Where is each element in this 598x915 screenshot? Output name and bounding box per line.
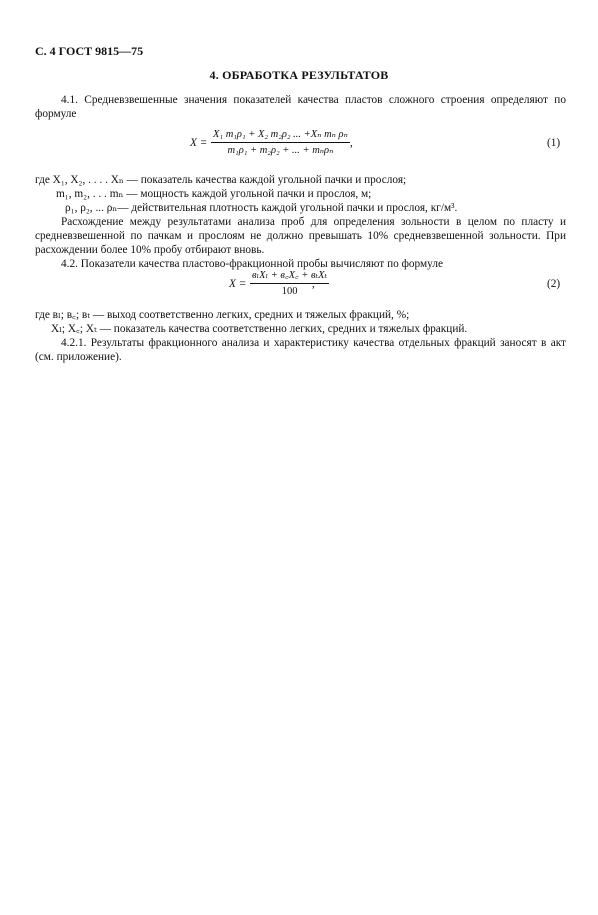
formula-1-fraction	[211, 128, 350, 158]
formula-2-numerator: вₗXₗ + в꜀X꜀ + вₜXₜ	[250, 269, 329, 284]
definition-m: m₁, m₂, . . . mₙ — мощность каждой угольной пачки и прослоя, м;	[56, 188, 372, 200]
formula-2-fraction	[250, 269, 329, 299]
section-title: 4. ОБРАБОТКА РЕЗУЛЬТАТОВ	[209, 68, 389, 82]
formula-1-comma: ,	[350, 137, 353, 149]
page-header: С. 4 ГОСТ 9815—75	[35, 44, 144, 58]
equation-number-2: (2)	[547, 278, 561, 290]
formula-2-comma: ,	[312, 278, 315, 290]
paragraph-discrepancy: Расхождение между результатами анализа проб для определения зольности в целом по пласту и средневзвешенной по пачкам и прослоям не должно превышать 10% средневзвешенной зольности. При расхождении более 10% пробу отбирают вновь.	[35, 216, 566, 256]
definition-rho: ρ₁, ρ₂, ... ρₙ— действительная плотность каждой угольной пачки и прослоя, кг/м³.	[65, 202, 458, 214]
equation-number-1: (1)	[547, 137, 561, 149]
formula-1-lhs: X =	[190, 137, 208, 149]
definition-x: где X₁, X₂, . . . . Xₙ — показатель качества каждой угольной пачки и прослоя;	[35, 174, 407, 186]
paragraph-4-2: 4.2. Показатели качества пластово-фракционной пробы вычисляют по формуле	[61, 258, 443, 270]
paragraph-4-2-1: 4.2.1. Результаты фракционного анализа и характеристику качества отдельных фракций заносят в акт (см. приложение).	[35, 337, 566, 363]
formula-1-numerator: X₁ m₁ρ₁ + X₂ m₂ρ₂ ... +Xₙ mₙ ρₙ	[211, 128, 350, 143]
formula-1-denominator: m₁ρ₁ + m₂ρ₂ + ... + mₙρₙ	[227, 145, 334, 156]
formula-2-lhs: X =	[229, 278, 247, 290]
paragraph-4-1: 4.1. Средневзвешенные значения показателей качества пластов сложного строения определяют по формуле	[35, 94, 566, 120]
definition-yield: где вₗ; в꜀; вₜ — выход соответственно легких, средних и тяжелых фракций, %;	[35, 309, 410, 321]
formula-2-denominator: 100	[281, 286, 298, 297]
definition-quality: Xₗ; X꜀; Xₜ — показатель качества соответственно легких, средних и тяжелых фракций.	[51, 323, 468, 335]
